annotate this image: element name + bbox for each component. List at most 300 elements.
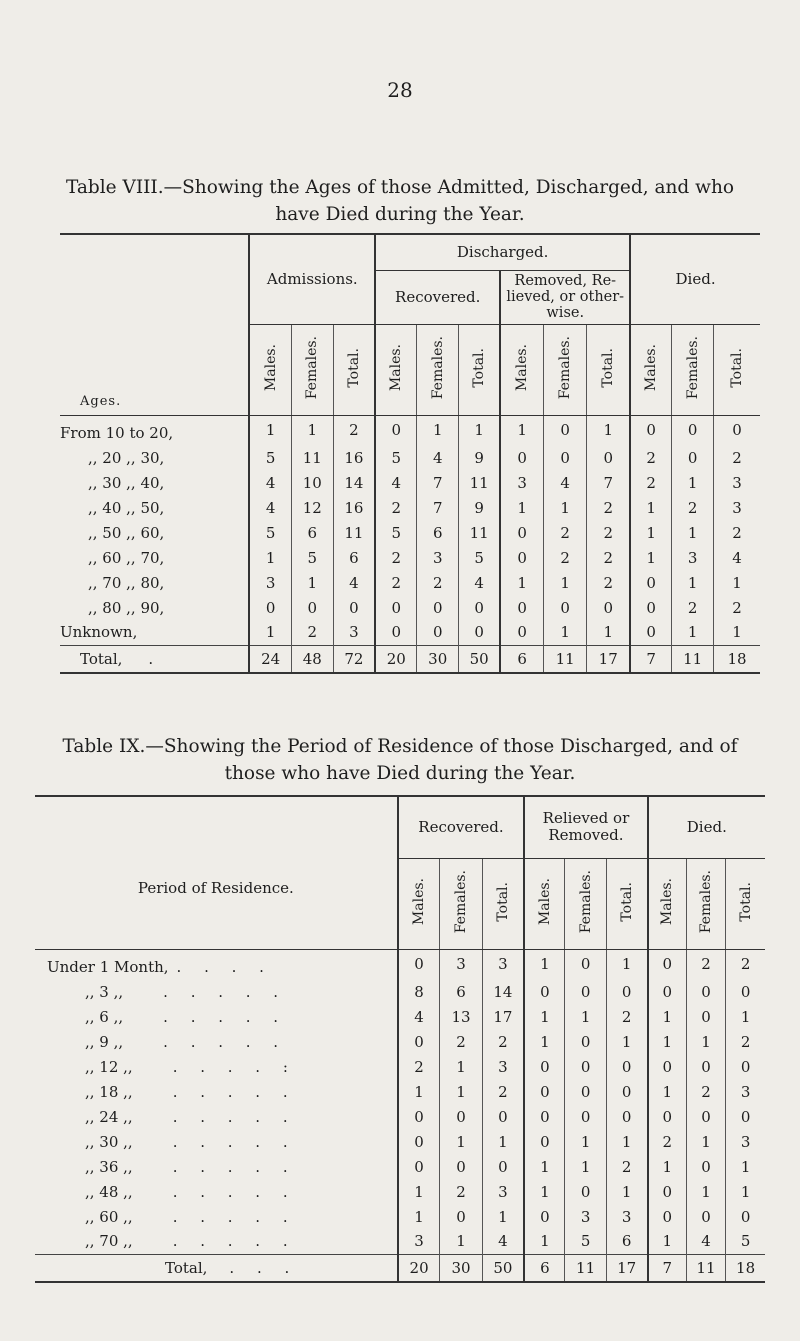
total-cell: 6 xyxy=(500,645,543,673)
table-cell: 6 xyxy=(440,979,482,1004)
table-row xyxy=(60,620,760,645)
table-cell: 2 xyxy=(482,1079,524,1104)
table-cell: 0 xyxy=(482,1154,524,1179)
table-cell: 0 xyxy=(630,570,672,595)
table-cell: 0 xyxy=(587,595,630,620)
table-cell: 2 xyxy=(440,1179,482,1204)
table-cell: 3 xyxy=(249,570,291,595)
table-cell: 7 xyxy=(417,470,459,495)
removed-females-header: Females. xyxy=(543,324,586,415)
table-cell: 7 xyxy=(417,495,459,520)
table-cell: 0 xyxy=(565,949,606,979)
recovered-header: Recovered. xyxy=(375,270,500,324)
total-cell: 17 xyxy=(587,645,630,673)
table-row xyxy=(35,1154,765,1179)
table-cell: 3 xyxy=(482,949,524,979)
table-cell: 2 xyxy=(375,545,417,570)
table-row xyxy=(35,1029,765,1054)
table-cell: 9 xyxy=(459,445,501,470)
table-cell: 6 xyxy=(417,520,459,545)
table-cell: 4 xyxy=(375,470,417,495)
table-cell: 1 xyxy=(587,620,630,645)
table-cell: 0 xyxy=(524,1204,565,1229)
table-cell: 0 xyxy=(686,1004,725,1029)
table-cell: 0 xyxy=(524,1129,565,1154)
table-cell: 2 xyxy=(587,545,630,570)
table-cell: 5 xyxy=(459,545,501,570)
table-cell: 3 xyxy=(500,470,543,495)
table-row xyxy=(35,1079,765,1104)
t9-relieved-females-header: Females. xyxy=(565,858,606,949)
table-cell: 0 xyxy=(606,1054,647,1079)
table-cell: 2 xyxy=(587,495,630,520)
table-cell: 0 xyxy=(398,1029,440,1054)
table-cell: 4 xyxy=(686,1229,725,1254)
table-cell: 0 xyxy=(500,595,543,620)
table-cell: 1 xyxy=(648,1004,687,1029)
period-label xyxy=(35,1079,398,1104)
period-label-text: ,, 6 ,, xyxy=(85,1007,124,1026)
table-cell: 17 xyxy=(482,1004,524,1029)
table-row xyxy=(35,1054,765,1079)
period-label xyxy=(35,1029,398,1054)
total-cell: 50 xyxy=(459,645,501,673)
table-cell: 0 xyxy=(714,415,760,445)
period-label-text: ,, 18 ,, xyxy=(85,1082,133,1101)
table-cell: 1 xyxy=(714,620,760,645)
table-cell: 0 xyxy=(543,415,586,445)
table-cell: 1 xyxy=(686,1129,725,1154)
table-cell: 0 xyxy=(565,1179,606,1204)
table-cell: 2 xyxy=(726,949,765,979)
period-label xyxy=(35,949,398,979)
table-cell: 4 xyxy=(459,570,501,595)
table-cell: 2 xyxy=(587,520,630,545)
died-total-header: Total. xyxy=(714,324,760,415)
period-label-dots: . . . . . xyxy=(163,1007,288,1026)
table-cell: 3 xyxy=(333,620,375,645)
table-cell: 1 xyxy=(606,1129,647,1154)
table-cell: 0 xyxy=(565,1104,606,1129)
table-cell: 2 xyxy=(606,1004,647,1029)
t9-relieved-total-header: Total. xyxy=(606,858,647,949)
removed-header: Removed, Re- lieved, or other- wise. xyxy=(500,270,630,324)
table-cell: 3 xyxy=(482,1054,524,1079)
table-row xyxy=(35,1229,765,1254)
table-cell: 1 xyxy=(606,1029,647,1054)
table-cell: 1 xyxy=(417,415,459,445)
table-cell: 13 xyxy=(440,1004,482,1029)
table-cell: 2 xyxy=(375,570,417,595)
table-cell: 0 xyxy=(524,1104,565,1129)
table-cell: 1 xyxy=(249,415,291,445)
table-cell: 1 xyxy=(672,470,714,495)
t9-died-males-header: Males. xyxy=(648,858,687,949)
table-cell: 1 xyxy=(459,415,501,445)
table-cell: 4 xyxy=(543,470,586,495)
table-cell: 2 xyxy=(375,495,417,520)
table-cell: 1 xyxy=(606,1179,647,1204)
table-cell: 1 xyxy=(291,415,333,445)
table-cell: 9 xyxy=(459,495,501,520)
total-cell: 6 xyxy=(524,1254,565,1282)
total-cell: 11 xyxy=(686,1254,725,1282)
total-cell: 11 xyxy=(672,645,714,673)
table-cell: 3 xyxy=(726,1129,765,1154)
table-cell: 1 xyxy=(565,1004,606,1029)
table-row xyxy=(60,545,760,570)
age-label: ,, 70 ,, 80, xyxy=(88,573,165,592)
table8-caption xyxy=(40,174,760,228)
table-cell: 1 xyxy=(714,570,760,595)
total-cell: 72 xyxy=(333,645,375,673)
table-cell: 0 xyxy=(291,595,333,620)
table-cell: 1 xyxy=(291,570,333,595)
table-cell: 1 xyxy=(524,949,565,979)
table-cell: 1 xyxy=(630,520,672,545)
table-cell: 5 xyxy=(726,1229,765,1254)
period-label-text: ,, 36 ,, xyxy=(85,1157,133,1176)
table-cell: 0 xyxy=(606,1104,647,1129)
table-row xyxy=(60,520,760,545)
table-cell: 1 xyxy=(500,570,543,595)
period-label-text: ,, 9 ,, xyxy=(85,1032,124,1051)
table-cell: 0 xyxy=(672,415,714,445)
total-label xyxy=(35,1254,398,1282)
table-cell: 4 xyxy=(249,495,291,520)
table8-caption-line2: have Died during the Year. xyxy=(275,204,525,225)
table-cell: 0 xyxy=(500,620,543,645)
table-cell: 14 xyxy=(482,979,524,1004)
total-cell: 48 xyxy=(291,645,333,673)
table-cell: 4 xyxy=(249,470,291,495)
removed-males-header: Males. xyxy=(500,324,543,415)
table-cell: 0 xyxy=(630,595,672,620)
table-cell: 1 xyxy=(726,1154,765,1179)
t9-recovered-total-header: Total. xyxy=(482,858,524,949)
total-cell: 30 xyxy=(417,645,459,673)
table-cell: 1 xyxy=(482,1129,524,1154)
table-cell: 0 xyxy=(648,1054,687,1079)
table-cell: 0 xyxy=(249,595,291,620)
table-row xyxy=(35,1129,765,1154)
table-cell: 0 xyxy=(565,1029,606,1054)
table-cell: 1 xyxy=(524,1004,565,1029)
table-cell: 0 xyxy=(648,1104,687,1129)
table-cell: 5 xyxy=(291,545,333,570)
period-label-text: Under 1 Month, xyxy=(47,958,169,977)
table-row xyxy=(60,445,760,470)
table-cell: 11 xyxy=(459,520,501,545)
admissions-header: Admissions. xyxy=(249,234,375,324)
table-cell: 16 xyxy=(333,445,375,470)
table-cell: 0 xyxy=(375,415,417,445)
table-cell: 6 xyxy=(333,545,375,570)
table-cell: 2 xyxy=(606,1154,647,1179)
age-label: ,, 40 ,, 50, xyxy=(88,498,165,517)
period-label xyxy=(35,1179,398,1204)
table-cell: 2 xyxy=(672,495,714,520)
table-row xyxy=(35,1179,765,1204)
table-cell: 1 xyxy=(440,1054,482,1079)
table-cell: 0 xyxy=(648,949,687,979)
total-cell: 20 xyxy=(398,1254,440,1282)
table-cell: 0 xyxy=(398,1104,440,1129)
table-cell: 4 xyxy=(398,1004,440,1029)
table-cell: 1 xyxy=(726,1004,765,1029)
table-cell: 3 xyxy=(606,1204,647,1229)
table-cell: 4 xyxy=(333,570,375,595)
died-males-header: Males. xyxy=(630,324,672,415)
table-cell: 3 xyxy=(440,949,482,979)
table-cell: 0 xyxy=(440,1104,482,1129)
recovered-females-header: Females. xyxy=(417,324,459,415)
table-row xyxy=(35,979,765,1004)
table-cell: 5 xyxy=(375,520,417,545)
table-cell: 1 xyxy=(249,545,291,570)
table-cell: 11 xyxy=(291,445,333,470)
table9-caption xyxy=(40,733,760,787)
total-label-dots: . . . xyxy=(229,1259,299,1278)
table-cell: 3 xyxy=(482,1179,524,1204)
total-cell: 17 xyxy=(606,1254,647,1282)
table-cell: 0 xyxy=(440,1154,482,1179)
table-cell: 2 xyxy=(543,545,586,570)
t9-relieved-males-header: Males. xyxy=(524,858,565,949)
table-cell: 1 xyxy=(249,620,291,645)
table-cell: 0 xyxy=(606,979,647,1004)
period-label-dots: . . . . . xyxy=(172,1207,297,1226)
table-cell: 1 xyxy=(672,520,714,545)
table-cell: 0 xyxy=(398,949,440,979)
table-row xyxy=(60,470,760,495)
table-cell: 1 xyxy=(524,1179,565,1204)
ages-header: Ages. xyxy=(60,234,249,415)
recovered-total-header: Total. xyxy=(459,324,501,415)
table-cell: 1 xyxy=(543,495,586,520)
table-cell: 0 xyxy=(417,620,459,645)
table-cell: 2 xyxy=(482,1029,524,1054)
total-cell: 20 xyxy=(375,645,417,673)
table-cell: 2 xyxy=(543,520,586,545)
period-label-dots: . . . . . xyxy=(172,1157,297,1176)
period-label xyxy=(35,1229,398,1254)
table-cell: 1 xyxy=(672,620,714,645)
total-cell: 7 xyxy=(630,645,672,673)
page-number: 28 xyxy=(387,78,413,102)
period-label-text: ,, 60 ,, xyxy=(85,1207,133,1226)
table-cell: 1 xyxy=(524,1154,565,1179)
table-row xyxy=(60,415,760,445)
table-cell: 5 xyxy=(375,445,417,470)
total-cell: 11 xyxy=(543,645,586,673)
period-label xyxy=(35,1104,398,1129)
table-row xyxy=(35,949,765,979)
table-cell: 0 xyxy=(630,415,672,445)
total-cell: 18 xyxy=(714,645,760,673)
table-cell: 1 xyxy=(648,1229,687,1254)
table-cell: 1 xyxy=(686,1029,725,1054)
table-cell: 1 xyxy=(440,1079,482,1104)
table-cell: 2 xyxy=(726,1029,765,1054)
period-label-text: ,, 70 ,, xyxy=(85,1232,133,1251)
period-label-text: ,, 3 ,, xyxy=(85,982,124,1001)
table-cell: 0 xyxy=(606,1079,647,1104)
table-cell: 1 xyxy=(500,415,543,445)
table-cell: 5 xyxy=(249,445,291,470)
table-cell: 0 xyxy=(565,1079,606,1104)
table-cell: 2 xyxy=(686,1079,725,1104)
table-cell: 1 xyxy=(648,1029,687,1054)
table-cell: 1 xyxy=(648,1079,687,1104)
table-cell: 0 xyxy=(686,1204,725,1229)
table-cell: 3 xyxy=(565,1204,606,1229)
table-cell: 3 xyxy=(714,495,760,520)
table-cell: 0 xyxy=(686,979,725,1004)
table-cell: 8 xyxy=(398,979,440,1004)
table-cell: 0 xyxy=(726,1054,765,1079)
table-cell: 0 xyxy=(565,1054,606,1079)
table-cell: 3 xyxy=(417,545,459,570)
table-cell: 2 xyxy=(440,1029,482,1054)
died-females-header: Females. xyxy=(672,324,714,415)
total-label-text: Total, xyxy=(80,650,123,669)
total-cell: 24 xyxy=(249,645,291,673)
table-cell: 1 xyxy=(726,1179,765,1204)
table-cell: 4 xyxy=(482,1229,524,1254)
table9-residence xyxy=(35,795,765,1283)
table-cell: 0 xyxy=(333,595,375,620)
table-cell: 11 xyxy=(459,470,501,495)
table-cell: 0 xyxy=(524,1054,565,1079)
table-cell: 0 xyxy=(543,445,586,470)
table-cell: 0 xyxy=(686,1154,725,1179)
table-row xyxy=(60,595,760,620)
table-cell: 2 xyxy=(398,1054,440,1079)
table-cell: 4 xyxy=(417,445,459,470)
table-cell: 1 xyxy=(672,570,714,595)
period-label-dots: . . . . . xyxy=(172,1132,297,1151)
table-cell: 1 xyxy=(500,495,543,520)
table-cell: 0 xyxy=(648,979,687,1004)
t9-died-header: Died. xyxy=(648,796,765,858)
total-label xyxy=(60,645,249,673)
period-label-dots: . . . . . xyxy=(163,982,288,1001)
table-cell: 0 xyxy=(672,445,714,470)
table9-caption-line2: those who have Died during the Year. xyxy=(224,763,576,784)
table-cell: 1 xyxy=(565,1129,606,1154)
table-row xyxy=(60,495,760,520)
period-label xyxy=(35,979,398,1004)
table8-ages xyxy=(60,233,760,674)
table8-caption-line1: Table VIII.—Showing the Ages of those Admitted, Discharged, and who xyxy=(65,177,735,198)
table-cell: 3 xyxy=(726,1079,765,1104)
table-cell: 0 xyxy=(543,595,586,620)
table-row xyxy=(60,570,760,595)
table-cell: 1 xyxy=(543,620,586,645)
table-cell: 2 xyxy=(714,595,760,620)
period-header: Period of Residence. xyxy=(35,796,398,949)
table-cell: 16 xyxy=(333,495,375,520)
died-header: Died. xyxy=(630,234,760,324)
table-cell: 2 xyxy=(714,520,760,545)
table-cell: 2 xyxy=(417,570,459,595)
period-label-dots: . . . . xyxy=(176,958,273,977)
table-cell: 6 xyxy=(291,520,333,545)
table-cell: 1 xyxy=(440,1229,482,1254)
age-label: ,, 80 ,, 90, xyxy=(88,598,165,617)
table-cell: 0 xyxy=(726,979,765,1004)
period-label-text: ,, 24 ,, xyxy=(85,1107,133,1126)
table-cell: 14 xyxy=(333,470,375,495)
t9-died-total-header: Total. xyxy=(726,858,765,949)
admissions-females-header: Females. xyxy=(291,324,333,415)
table-cell: 10 xyxy=(291,470,333,495)
table-cell: 0 xyxy=(587,445,630,470)
table-cell: 2 xyxy=(630,445,672,470)
table-cell: 5 xyxy=(565,1229,606,1254)
period-label-dots: . . . . . xyxy=(172,1082,297,1101)
table-cell: 0 xyxy=(565,979,606,1004)
total-row xyxy=(35,1254,765,1282)
t9-recovered-females-header: Females. xyxy=(440,858,482,949)
table-cell: 2 xyxy=(587,570,630,595)
age-label: ,, 30 ,, 40, xyxy=(88,473,165,492)
table-cell: 0 xyxy=(524,979,565,1004)
total-row xyxy=(60,645,760,673)
table-row xyxy=(35,1204,765,1229)
period-label xyxy=(35,1129,398,1154)
period-label-dots: . . . . . xyxy=(172,1107,297,1126)
table-cell: 6 xyxy=(606,1229,647,1254)
table-cell: 0 xyxy=(726,1104,765,1129)
table-cell: 2 xyxy=(648,1129,687,1154)
table-cell: 3 xyxy=(714,470,760,495)
table-cell: 0 xyxy=(398,1154,440,1179)
table-cell: 1 xyxy=(686,1179,725,1204)
table-cell: 1 xyxy=(524,1029,565,1054)
admissions-males-header: Males. xyxy=(249,324,291,415)
period-label-dots: . . . . . xyxy=(172,1182,297,1201)
total-label-text: Total, xyxy=(165,1259,208,1278)
table-cell: 0 xyxy=(440,1204,482,1229)
period-label-dots: . . . . : xyxy=(172,1057,297,1076)
admissions-total-header: Total. xyxy=(333,324,375,415)
total-cell: 50 xyxy=(482,1254,524,1282)
table-cell: 2 xyxy=(333,415,375,445)
table-cell: 0 xyxy=(459,620,501,645)
age-label: ,, 60 ,, 70, xyxy=(88,548,165,567)
total-cell: 11 xyxy=(565,1254,606,1282)
table-cell: 1 xyxy=(606,949,647,979)
table-cell: 11 xyxy=(333,520,375,545)
table-cell: 2 xyxy=(714,445,760,470)
table-cell: 1 xyxy=(543,570,586,595)
period-label-text: ,, 12 ,, xyxy=(85,1057,133,1076)
table-cell: 0 xyxy=(500,445,543,470)
total-label-dot: . xyxy=(148,650,154,669)
period-label xyxy=(35,1004,398,1029)
table-cell: 0 xyxy=(375,620,417,645)
table-cell: 1 xyxy=(398,1179,440,1204)
period-label-dots: . . . . . xyxy=(172,1232,297,1251)
table-cell: 1 xyxy=(587,415,630,445)
total-cell: 18 xyxy=(726,1254,765,1282)
t9-recovered-males-header: Males. xyxy=(398,858,440,949)
table-cell: 1 xyxy=(398,1204,440,1229)
table-cell: 2 xyxy=(291,620,333,645)
period-label xyxy=(35,1204,398,1229)
